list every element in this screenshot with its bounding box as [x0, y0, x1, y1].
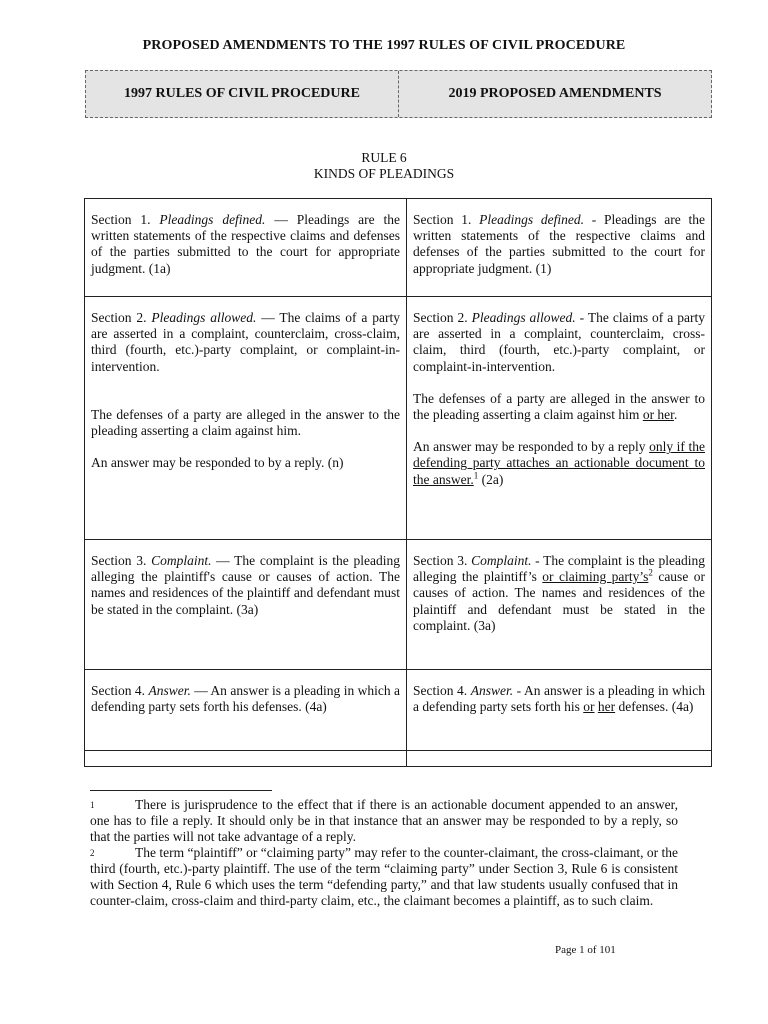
section-head: Section 1. — [91, 212, 160, 227]
comparison-table — [84, 198, 712, 767]
section-body: - Pleadings are the written statements of the respective claims and defenses of the parties submitted to the court for appropriate judgment. (1) — [413, 212, 706, 276]
section-3-old — [85, 540, 407, 670]
paragraph-text: . — [673, 407, 678, 423]
footnote — [90, 797, 678, 845]
paragraph-text: defenses. (4a) — [615, 699, 694, 715]
footnotes — [90, 797, 678, 909]
footnote-ref[interactable]: 1 — [473, 470, 479, 481]
empty-cell — [85, 751, 407, 767]
table-row — [85, 540, 712, 670]
rule-name: KINDS OF PLEADINGS — [313, 166, 455, 181]
paragraph-text: (2a) — [478, 471, 504, 487]
section-1-new — [407, 199, 712, 297]
table-row — [85, 751, 712, 767]
section-title: Pleadings allowed. — [151, 310, 257, 325]
section-4-old — [85, 670, 407, 751]
header-2019-amendments: 2019 PROPOSED AMENDMENTS — [398, 71, 711, 117]
amendment-insert: or her — [642, 407, 674, 423]
amendment-insert: or claiming party’s — [542, 569, 649, 585]
header-1997-rules: 1997 RULES OF CIVIL PROCEDURE — [124, 86, 360, 101]
rule-number: RULE 6 — [361, 150, 407, 165]
document-title: PROPOSED AMENDMENTS TO THE 1997 RULES OF CIVIL PROCEDURE — [142, 38, 626, 53]
footnote — [90, 845, 678, 909]
section-title: Answer. — [470, 683, 514, 698]
section-body: — Pleadings are the written statements of the respective claims and defenses of the parties submitted to the court for appropriate judgment. (1a) — [91, 212, 400, 276]
empty-cell — [407, 751, 712, 767]
section-2-new — [407, 297, 712, 540]
section-3-new — [407, 540, 712, 670]
footnote-number: 2 — [90, 848, 95, 858]
section-head: Section 2. — [413, 310, 472, 325]
section-title: Pleadings allowed. — [471, 310, 576, 325]
section-head: Section 2. — [91, 310, 152, 325]
section-body: — An answer is a pleading in which a defending party sets forth his defenses. (4a) — [91, 683, 401, 715]
table-row — [85, 670, 712, 751]
paragraph-text: cause or causes of action. The names and residences of the plaintiff and defendant must be stated in the complaint. (3a) — [413, 569, 705, 633]
paragraph-text: The defenses of a party are alleged in the answer to the pleading asserting a claim against him — [413, 390, 705, 423]
paragraph-text: - The complaint is the pleading alleging the plaintiff’s — [413, 553, 705, 585]
footnote-number: 1 — [90, 800, 95, 810]
amendment-insert: or — [583, 699, 595, 715]
amendment-insert: her — [597, 699, 616, 715]
section-paragraph: The defenses of a party are alleged in the answer to the pleading asserting a claim against him. — [91, 406, 400, 439]
section-head: Section 4. — [413, 683, 471, 698]
paragraph-text: - An answer is a pleading in which a defending party sets forth his — [413, 683, 705, 715]
amendment-insert: only if the defending party attaches an actionable document to the answer. — [413, 439, 705, 487]
section-4-new — [407, 670, 712, 751]
footnote-text: There is jurisprudence to the effect that if there is an actionable document appended to an answer, one has to file a reply. It should only be in that instance that an answer may be responded to by a reply, so that the parties will not take advantage of a reply. — [90, 797, 678, 844]
table-row — [85, 297, 712, 540]
section-head: Section 3. — [413, 553, 472, 568]
section-title: Pleadings defined. — [159, 212, 266, 227]
section-2-old — [85, 297, 407, 540]
footnote-ref[interactable]: 2 — [648, 567, 653, 578]
section-head: Section 4. — [91, 683, 149, 698]
footnote-separator — [90, 790, 272, 791]
section-body: — The claims of a party are asserted in a complaint, counterclaim, cross-claim, third (fourth, etc.)-party complaint, or complaint-in-intervention. — [91, 310, 400, 374]
column-header-table — [85, 70, 712, 118]
section-head: Section 1. — [413, 212, 480, 227]
rule-heading — [0, 150, 768, 182]
section-title: Complaint. — [471, 553, 532, 568]
section-paragraph: An answer may be responded to by a reply. (n) — [91, 455, 344, 471]
section-title: Pleadings defined. — [479, 212, 585, 227]
section-title: Answer. — [148, 683, 191, 698]
page-number: Page 1 of 101 — [555, 944, 616, 956]
paragraph-text: An answer may be responded to by a reply — [413, 439, 650, 455]
table-row — [85, 199, 712, 297]
section-body: — The complaint is the pleading alleging the plaintiff's cause or causes of action. The names and residences of the plaintiff and defendant must be stated in the complaint. (3a) — [91, 553, 400, 617]
section-title: Complaint. — [151, 553, 212, 568]
footnote-text: The term “plaintiff” or “claiming party” may refer to the counter-claimant, the cross-claimant, or the third (fourth, etc.)-party plaintiff. The use of the term “claiming party” under Section 3, Rule 6 is consistent with Section 4, Rule 6 which uses the term “defending party,” and that law students usually confused that in counter-claim, cross-claim and third-party claim, etc., the claimant becomes a plaintiff, as to such claim. — [90, 845, 678, 908]
section-1-old — [85, 199, 407, 297]
section-head: Section 3. — [91, 553, 152, 568]
section-body: - The claims of a party are asserted in a complaint, counterclaim, cross-claim, third (fourth, etc.)-party complaint, or complaint-in-intervention. — [413, 310, 705, 374]
